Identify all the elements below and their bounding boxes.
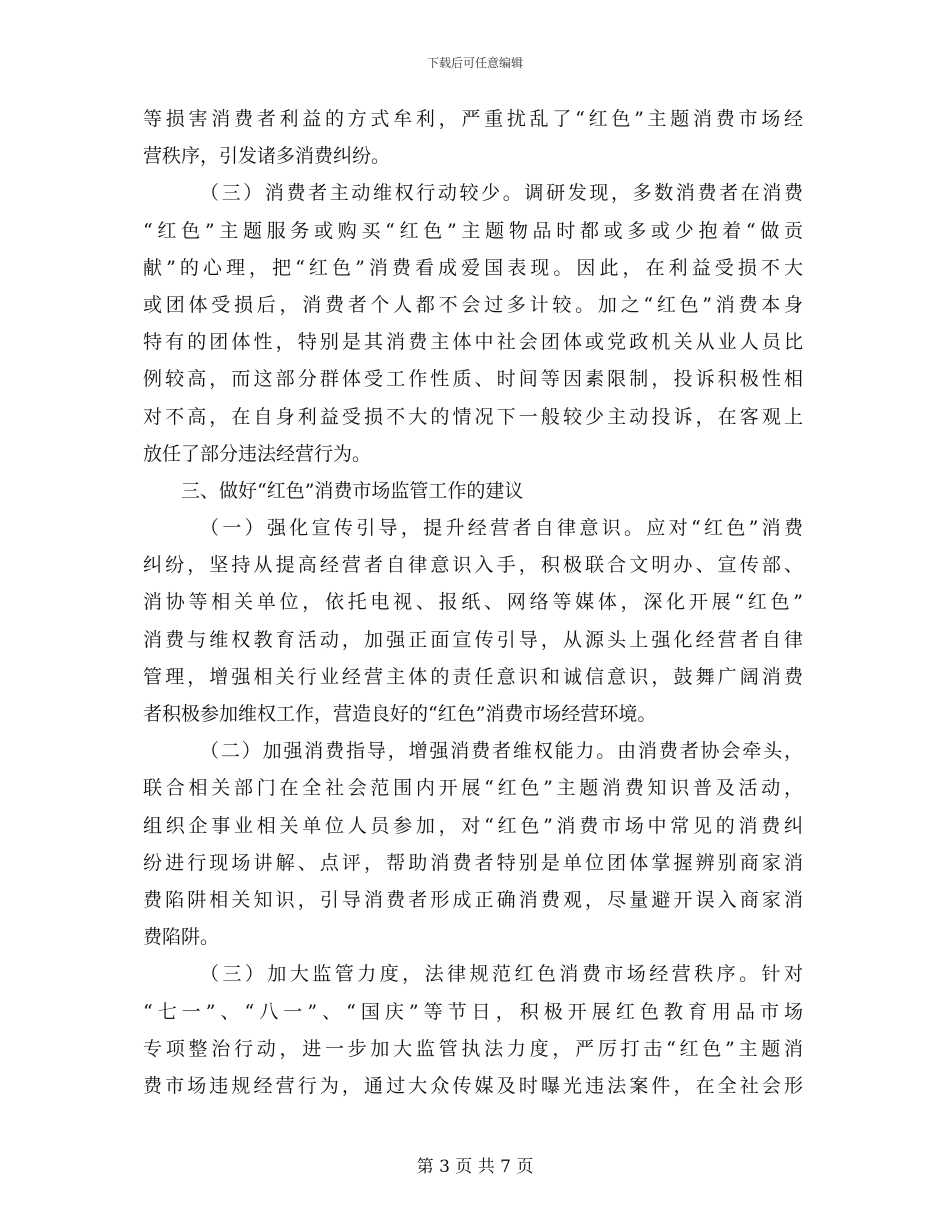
text-line: 消费与维权教育活动，加强正面宣传引导，从源头上强化经营者自律 — [143, 628, 803, 651]
text-line: 管理，增强相关行业经营主体的责任意识和诚信意识，鼓舞广阔消费 — [143, 665, 803, 688]
text-line: 献”的心理，把“红色”消费看成爱国表现。因此，在利益受损不大 — [143, 256, 803, 279]
text-line: 费陷阱相关知识，引导消费者形成正确消费观，尽量避开误入商家消 — [143, 888, 803, 911]
text-line: 等损害消费者利益的方式牟利，严重扰乱了“红色”主题消费市场经 — [143, 108, 803, 130]
text-line: 费陷阱。 — [143, 926, 220, 949]
text-line: 对不高，在自身利益受损不大的情况下一般较少主动投诉，在客观上 — [143, 405, 803, 428]
text-line: “红色”主题服务或购买“红色”主题物品时都或多或少抱着“做贡 — [143, 219, 803, 242]
text-line: 联合相关部门在全社会范围内开展“红色”主题消费知识普及活动， — [143, 777, 803, 800]
text-line: 组织企事业相关单位人员参加，对“红色”消费市场中常见的消费纠 — [143, 814, 803, 837]
text-line: （一）强化宣传引导，提升经营者自律意识。应对“红色”消费 — [200, 517, 803, 540]
text-line: 费市场违规经营行为，通过大众传媒及时曝光违法案件，在全社会形 — [143, 1074, 803, 1097]
text-line: 放任了部分违法经营行为。 — [143, 442, 372, 465]
text-line: （三）消费者主动维权行动较少。调研发现，多数消费者在消费 — [200, 182, 803, 205]
text-line: 三、做好“红色”消费市场监管工作的建议 — [181, 479, 524, 502]
text-line: （二）加强消费指导，增强消费者维权能力。由消费者协会牵头， — [200, 740, 803, 763]
page-header: 下载后可任意编辑 — [426, 56, 523, 70]
text-line: 者积极参加维权工作，营造良好的“红色”消费市场经营环境。 — [143, 703, 657, 725]
text-line: 营秩序，引发诸多消费纠纷。 — [143, 145, 391, 168]
document-body — [143, 101, 803, 1105]
text-line: 纠纷，坚持从提高经营者自律意识入手，积极联合文明办、宣传部、 — [143, 554, 803, 577]
text-line: 纷进行现场讲解、点评，帮助消费者特别是单位团体掌握辨别商家消 — [143, 851, 803, 874]
text-line: 例较高，而这部分群体受工作性质、时间等因素限制，投诉积极性相 — [143, 368, 803, 391]
text-line: 或团体受损后，消费者个人都不会过多计较。加之“红色”消费本身 — [143, 293, 803, 316]
page-footer: 第 3 页 共 7 页 — [416, 1157, 534, 1177]
text-line: 消协等相关单位，依托电视、报纸、网络等媒体，深化开展“红色” — [143, 591, 803, 614]
text-line: 特有的团体性，特别是其消费主体中社会团体或党政机关从业人员比 — [143, 331, 803, 354]
text-line: “七一”、“八一”、“国庆”等节日，积极开展红色教育用品市场 — [143, 1000, 803, 1023]
text-line: 专项整治行动，进一步加大监管执法力度，严厉打击“红色”主题消 — [143, 1037, 803, 1060]
text-line: （三）加大监管力度，法律规范红色消费市场经营秩序。针对 — [200, 963, 803, 986]
